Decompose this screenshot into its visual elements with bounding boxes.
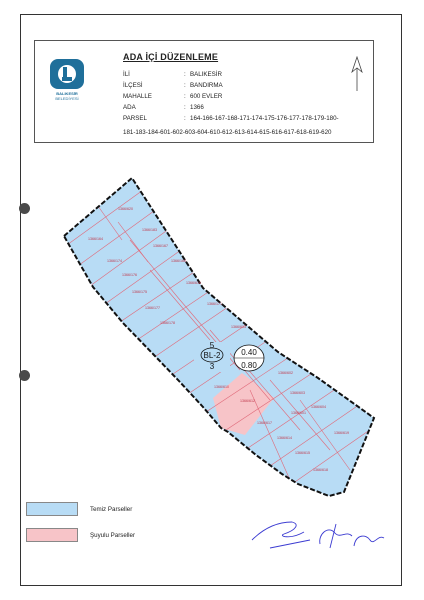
legend-label-clean: Temiz Parseller: [90, 506, 133, 513]
parcel-label: 1366/183: [142, 228, 157, 232]
signature-2: [320, 524, 352, 548]
info-key: İLÇESİ: [123, 82, 143, 89]
parcel-label: 1366/176: [122, 273, 137, 277]
info-value: 164-166-167-168-171-174-175-176-177-178-179-180-: [190, 115, 339, 122]
parcel-label: 1366/616: [186, 281, 201, 285]
parcel-label: 1366/168: [171, 259, 186, 263]
parcel-label: 1366/613: [231, 325, 246, 329]
parcel-label: 1366/615: [295, 451, 310, 455]
signature-3: [354, 536, 384, 546]
parcel-label: 1366/603: [290, 391, 305, 395]
parcel-label: 1366/619: [334, 431, 349, 435]
parcel-label: 1366/175: [132, 290, 147, 294]
info-colon: :: [184, 71, 186, 78]
parcel-label: 1366/177: [145, 306, 160, 310]
parsel-continued: 181-183-184-601-602-603-604-610-612-613-614-615-616-617-618-619-620: [123, 129, 332, 136]
info-value: BANDIRMA: [190, 82, 223, 89]
parcel-label: 1366/171: [207, 302, 222, 306]
document-title: ADA İÇİ DÜZENLEME: [123, 52, 219, 62]
info-colon: :: [184, 82, 186, 89]
legend-swatch-clean: [26, 502, 78, 516]
zoning-floors: 5: [209, 341, 215, 350]
zoning-box: [194, 341, 230, 372]
clean-parcels-area: [64, 178, 374, 496]
zoning-class: BL-2: [203, 351, 221, 360]
signatures: [252, 522, 384, 548]
parcel-label: 1366/164: [88, 237, 103, 241]
info-value: BALIKESİR: [190, 71, 222, 78]
parcel-label: 1366/178: [160, 321, 175, 325]
svg-text:BALIKESİR: BALIKESİR: [56, 91, 78, 96]
parcel-label: 1366/617: [257, 421, 272, 425]
ratio-box: [234, 345, 264, 371]
info-key: MAHALLE: [123, 93, 152, 100]
legend-label-shared: Şuyulu Parseller: [90, 532, 136, 539]
info-key: İLİ: [123, 71, 130, 78]
svg-text:BELEDİYESİ: BELEDİYESİ: [55, 96, 79, 101]
ratio-taks: 0.40: [241, 348, 257, 357]
info-colon: :: [184, 93, 186, 100]
info-value: 1366: [190, 104, 204, 111]
parcel-block: [60, 178, 384, 496]
parcel-label: 1366/174: [107, 259, 122, 263]
zoning-setback: 3: [209, 362, 215, 371]
parcel-label: 1366/610: [214, 385, 229, 389]
parcel-label: 1366/602: [278, 371, 293, 375]
parcel-label: 1366/612: [240, 399, 255, 403]
parcel-label: 1366/601: [291, 411, 306, 415]
info-value: 600 EVLER: [190, 93, 223, 100]
info-colon: :: [184, 115, 186, 122]
ratio-kaks: 0.80: [241, 361, 257, 370]
parcel-label: 1366/618: [313, 468, 328, 472]
parcel-label: 1366/167: [153, 244, 168, 248]
info-colon: :: [184, 104, 186, 111]
parcel-label: 1366/614: [277, 436, 292, 440]
signature-1: [252, 522, 310, 548]
parcel-label: 1366/604: [311, 405, 326, 409]
info-key: PARSEL: [123, 115, 147, 122]
legend-swatch-shared: [26, 528, 78, 542]
info-key: ADA: [123, 104, 136, 111]
parcel-label: 1366/620: [118, 207, 133, 211]
